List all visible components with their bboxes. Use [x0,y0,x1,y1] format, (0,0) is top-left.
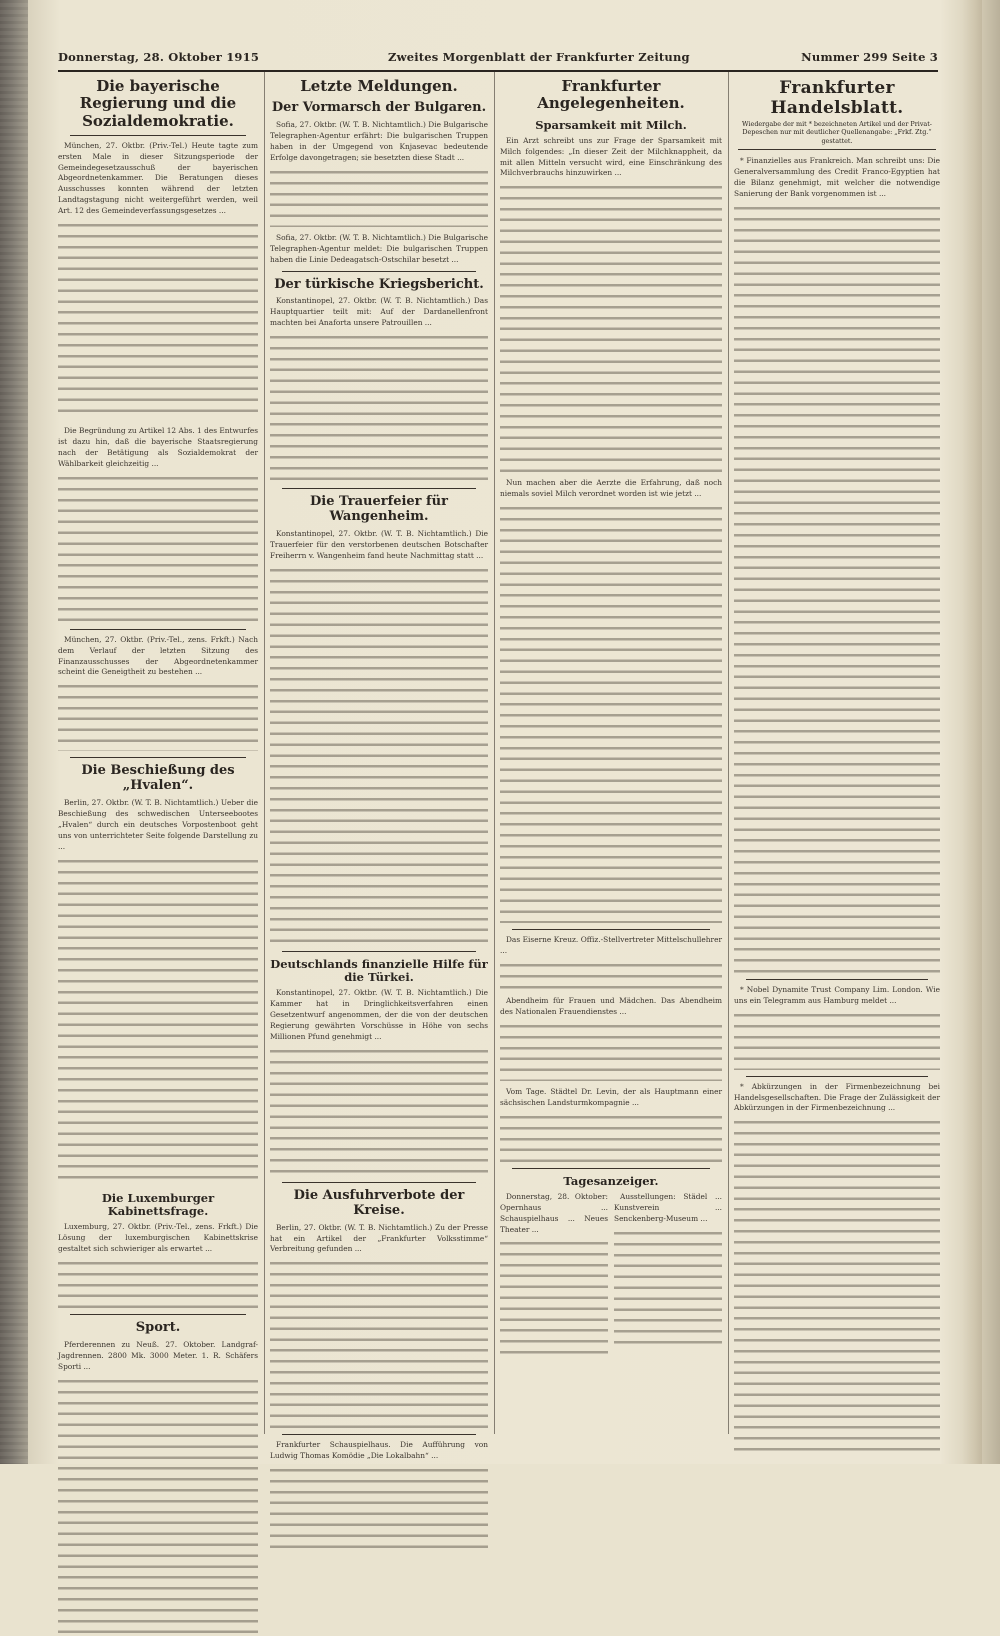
previous-page-edge [0,0,28,1464]
headline-turkey-aid: Deutschlands finanzielle Hilfe für die Türkei. [270,956,488,984]
headline-bavaria: Die bayerische Regierung und die Sozialdemokratie. [79,77,237,130]
column-4 [734,72,940,1434]
headline-sport: Sport. [135,1319,181,1335]
headline-bulgarians: Der Vormarsch der Bulgaren. [271,100,487,116]
headline-export-bans: Die Ausfuhrverbote der Kreise. [293,1187,465,1218]
article-bavaria-body [58,220,258,420]
article-bavaria-2: Die Begründung zu Artikel 12 Abs. 1 des Entwurfes ist dazu hin, daß die bayerische Staatsregierung nach der Betätigung als Sozialdemokrat der Wählbarkeit gleichzeitig ... [58,426,258,468]
column-3 [500,72,722,1434]
article-firm-abbreviations: * Abkürzungen in der Firmenbezeichnung bei Handelsgesellschaften. Die Frage der Zulässigkeit der Abkürzungen in der Firmenbezeichnung ... [734,1081,940,1113]
article-evening-home: Abendheim für Frauen und Mädchen. Das Abendheim des Nationalen Frauendienstes ... [500,995,722,1016]
headline-luxembourg: Die Luxemburger Kabinettsfrage. [101,1190,215,1218]
article-turkish-report: Konstantinopel, 27. Oktbr. (W. T. B. Nichtamtlich.) Das Hauptquartier teilt mit: Auf der Dardanellenfront machten bei Anaforta unsere Patrouillen ... [270,296,488,328]
masthead-date: Donnerstag, 28. Oktober 1915 [58,50,260,64]
headline-turkish-report: Der türkische Kriegsbericht. [274,276,484,292]
article-milk-1: Ein Arzt schreibt uns zur Frage der Sparsamkeit mit Milch folgendes: „In dieser Zeit der Milchknappheit, da mit allen Mitteln versucht wird, eine Einschränkung des Milchverbrauchs hinzuwirken ... [500,135,722,178]
column-1 [58,72,258,1434]
article-milk-2: Nun machen aber die Aerzte die Erfahrung, daß noch niemals soviel Milch verordnet worden ist wie jetzt ... [500,478,722,499]
headline-frankfurt-affairs: Frankfurter Angelegenheiten. [537,77,685,113]
article-nobel-dynamite: * Nobel Dynamite Trust Company Lim. London. Wie uns ein Telegramm aus Hamburg meldet ... [734,984,940,1005]
article-bulgarians-2: Sofia, 27. Oktbr. (W. T. B. Nichtamtlich.) Die Bulgarische Telegraphen-Agentur meldet: Die bulgarischen Truppen haben die Linie Dedeagatsch-Ostschilar besetzt ... [270,232,488,264]
masthead-number: Nummer 299 Seite 3 [801,50,938,64]
article-sport: Pferderennen zu Neuß. 27. Oktober. Landgraf-Jagdrennen. 2800 Mk. 3000 Meter. 1. R. Schäfers Sporti ... [58,1339,258,1371]
article-hvalen: Berlin, 27. Oktbr. (W. T. B. Nichtamtlich.) Ueber die Beschießung des schwedischen Unterseebootes „Hvalen“ durch ein deutsches Vorpostenboot geht uns von unterrichteter Seite folgende Darstellung zu ... [58,798,258,851]
article-iron-cross: Das Eiserne Kreuz. Offiz.-Stellvertreter Mittelschullehrer ... [500,935,722,956]
headline-milk: Sparsamkeit mit Milch. [535,117,687,132]
article-from-the-day: Vom Tage. Städtel Dr. Levin, der als Hauptmann einer sächsischen Landsturmkompagnie ... [500,1086,722,1107]
daily-guide-exhibitions: Ausstellungen: Städel ... Kunstverein ... Senckenberg-Museum ... [614,1191,722,1223]
reprint-notice: Wiedergabe der mit * bezeichneten Artikel und der Privat-Depeschen nur mit deutlicher Quellenangabe: „Frkf. Ztg.“ gestattet. [738,120,936,150]
masthead [58,46,938,72]
article-theatre: Frankfurter Schauspielhaus. Die Aufführung von Ludwig Thomas Komödie „Die Lokalbahn“ ... [270,1440,488,1461]
article-export-bans: Berlin, 27. Oktbr. (W. T. B. Nichtamtlich.) Zu der Presse hat ein Artikel der „Frankfurter Volksstimme“ Verbreitung gefunden ... [270,1222,488,1254]
column-2 [270,72,488,1461]
article-wangenheim: Konstantinopel, 27. Oktbr. (W. T. B. Nichtamtlich.) Die Trauerfeier für den verstorbenen deutschen Botschafter Freiherrn v. Wangenheim fand heute Nachmittag statt ... [270,529,488,560]
headline-wangenheim: Die Trauerfeier für Wangenheim. [310,494,448,525]
page-edge-shadow [962,0,982,1464]
headline-latest: Letzte Meldungen. [300,77,458,95]
headline-daily-guide: Tagesanzeiger. [563,1173,659,1188]
article-turkey-aid: Konstantinopel, 27. Oktbr. (W. T. B. Nichtamtlich.) Die Kammer hat in Dringlichkeitsverfahren einen Gesetzentwurf angenommen, der die von der deutschen Regierung gewährten Vorschüsse in Höhe von sechs Millionen Pfund genehmigt ... [270,988,488,1041]
headline-hvalen: Die Beschießung des „Hvalen“. [81,763,235,794]
article-luxembourg: Luxemburg, 27. Oktbr. (Priv.-Tel., zens. Frkft.) Die Lösung der luxemburgischen Kabinettskrise gestaltet sich schwieriger als erwartet ... [58,1222,258,1253]
article-bavaria-1: München, 27. Oktbr. (Priv.-Tel.) Heute tagte zum ersten Male in dieser Sitzungsperiode der Gemeindegesetzausschuß der bayerischen Abgeordnetenkammer. Die Beratungen dieses Ausschusses konnten während der letzten Landtagstagung nicht weitergeführt werden, weil Art. 12 des Gemeindeverfassungsgesetzes ... [58,140,258,216]
article-munich-finance: München, 27. Oktbr. (Priv.-Tel., zens. Frkft.) Nach dem Verlauf der letzten Sitzung des Finanzausschusses der Abgeordnetenkammer scheint die Geneigtheit zu bestehen ... [58,634,258,677]
masthead-paper: Zweites Morgenblatt der Frankfurter Zeitung [388,50,690,64]
article-bulgarians-1: Sofia, 27. Oktbr. (W. T. B. Nichtamtlich.) Die Bulgarische Telegraphen-Agentur erfährt: Die bulgarischen Truppen haben in der Umgegend von Knjasevac bedeutende Erfolge davongetragen; sie besetzten diese Stadt ... [270,120,488,162]
headline-trade-section: Frankfurter Handelsblatt. [770,78,904,118]
daily-guide-theatres: Donnerstag, 28. Oktober: Opernhaus ... Schauspielhaus ... Neues Theater ... [500,1191,608,1234]
daily-guide-listing [500,1192,722,1359]
article-france-finance: * Finanzielles aus Frankreich. Man schreibt uns: Die Generalversammlung des Credit Franco-Egyptien hat die Bilanz genehmigt, mit welcher die notwendige Sanierung der Bank vorgenommen ist ... [734,156,940,198]
